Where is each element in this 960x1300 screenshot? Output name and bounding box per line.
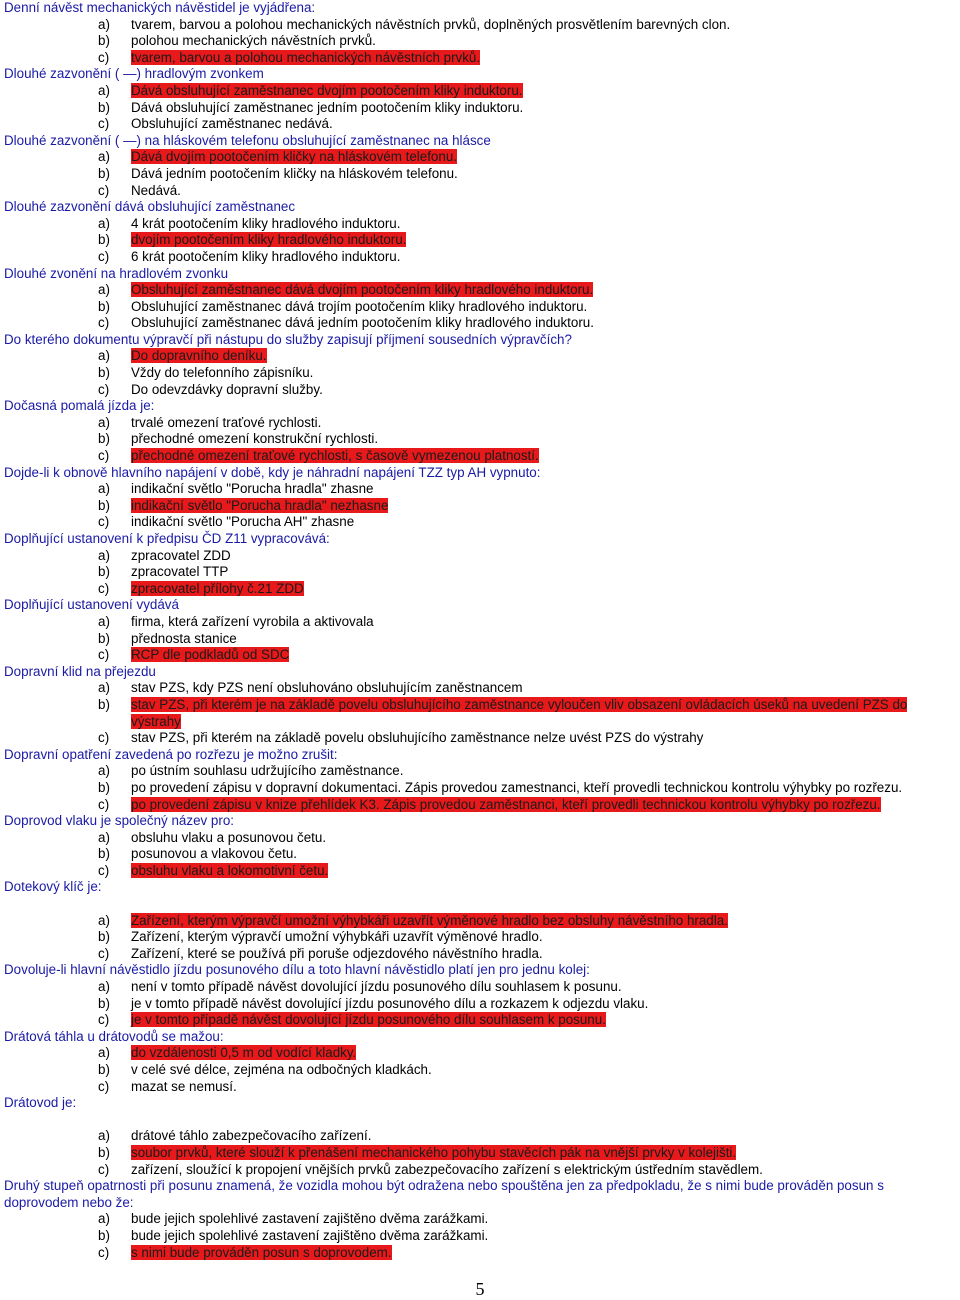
option-label: c) xyxy=(98,381,110,397)
answer-option xyxy=(4,647,958,664)
answer-option xyxy=(4,548,958,565)
option-label: c) xyxy=(98,116,110,132)
answer-text: trvalé omezení traťové rychlosti. xyxy=(131,414,322,430)
answer-option xyxy=(4,348,958,365)
answer-option xyxy=(4,481,958,498)
answer-option xyxy=(4,863,958,880)
answer-text: zpracovatel ZDD xyxy=(131,547,231,563)
answer-option xyxy=(4,697,958,730)
answer-text: indikační světlo "Porucha AH" zhasne xyxy=(131,514,355,530)
answer-text: Dává obsluhující zaměstnanec jedním pootočením kliky induktoru. xyxy=(131,99,524,115)
answer-option xyxy=(4,17,958,34)
option-label: a) xyxy=(98,414,110,430)
option-label: a) xyxy=(98,1211,110,1227)
answer-option xyxy=(4,614,958,631)
question-block xyxy=(4,531,958,597)
answer-option xyxy=(4,249,958,266)
correct-answer-text: soubor prvků, které slouží k přenášení mechanického pohybu stavěcích pák na vnější prvky v kolejišti. xyxy=(131,1144,737,1160)
answer-option xyxy=(4,797,958,814)
option-label: a) xyxy=(98,348,110,364)
question-text: Drátovod je: xyxy=(4,1095,77,1111)
option-label: b) xyxy=(98,929,110,945)
answer-text: 6 krát pootočením kliky hradlového induktoru. xyxy=(131,248,401,264)
question-text: Dlouhé zazvonění dává obsluhující zaměstnanec xyxy=(4,199,296,215)
correct-answer-text: po provedení zápisu v knize přehlídek K3. Zápis provedou zaměstnanci, kteří provedli technickou kontrolu výhybky po rozřezu. xyxy=(131,796,881,812)
answer-option xyxy=(4,216,958,233)
answer-text: mazat se nemusí. xyxy=(131,1078,237,1094)
option-label: c) xyxy=(98,580,110,596)
question-block xyxy=(4,664,958,747)
correct-answer-text: indikační světlo "Porucha hradla" nezhasne xyxy=(131,497,389,513)
correct-answer-text: s nimi bude prováděn posun s doprovodem. xyxy=(131,1244,392,1260)
question-text: Dlouhé zazvonění ( —) na hláskovém telefonu obsluhující zaměstnanec na hlásce xyxy=(4,132,491,148)
answer-text: přednosta stanice xyxy=(131,630,237,646)
answer-text: polohou mechanických návěstních prvků. xyxy=(131,33,376,49)
correct-answer-text: tvarem, barvou a polohou mechanických návěstních prvků. xyxy=(131,49,481,65)
answer-option xyxy=(4,1245,958,1262)
option-label: a) xyxy=(98,763,110,779)
answer-option xyxy=(4,979,958,996)
answer-text: Obsluhující zaměstnanec nedává. xyxy=(131,116,333,132)
question-block xyxy=(4,879,958,962)
correct-answer-text: RCP dle podkladů od SDC xyxy=(131,647,290,663)
answer-option xyxy=(4,1162,958,1179)
answer-text: je v tomto případě návěst dovolující jízdu posunového dílu a rozkazem k odjezdu vlaku. xyxy=(131,995,649,1011)
answer-option xyxy=(4,448,958,465)
answer-text: tvarem, barvou a polohou mechanických návěstních prvků, doplněných prosvětlením barevných clon. xyxy=(131,16,731,32)
answer-option xyxy=(4,1211,958,1228)
answer-option xyxy=(4,564,958,581)
spacer xyxy=(4,1112,958,1129)
option-label: c) xyxy=(98,647,110,663)
question-text: Druhý stupeň opatrnosti při posunu znamená, že vozidla mohou být odražena nebo spouštěna jen za předpokladu, že s nimi bude prováděn posun s doprovodem nebo že: xyxy=(4,1178,884,1210)
document-body xyxy=(4,0,958,1261)
correct-answer-text: Do dopravního deníku. xyxy=(131,348,267,364)
answer-text: 4 krát pootočením kliky hradlového induktoru. xyxy=(131,215,401,231)
answer-option xyxy=(4,830,958,847)
answer-option xyxy=(4,996,958,1013)
option-label: b) xyxy=(98,33,110,49)
option-label: b) xyxy=(98,696,110,712)
answer-text: bude jejich spolehlivé zastavení zajištěno dvěma zarážkami. xyxy=(131,1211,489,1227)
option-label: c) xyxy=(98,862,110,878)
answer-option xyxy=(4,83,958,100)
answer-option xyxy=(4,50,958,67)
answer-option xyxy=(4,631,958,648)
option-label: b) xyxy=(98,365,110,381)
question-text: Dopravní opatření zavedená po rozřezu je možno zrušit: xyxy=(4,746,338,762)
answer-option xyxy=(4,780,958,797)
option-label: c) xyxy=(98,945,110,961)
question-text: Dotekový klíč je: xyxy=(4,879,102,895)
answer-option xyxy=(4,166,958,183)
page-number: 5 xyxy=(475,1279,485,1299)
option-label: c) xyxy=(98,730,110,746)
question-block xyxy=(4,962,958,1028)
answer-text: bude jejich spolehlivé zastavení zajištěno dvěma zarážkami. xyxy=(131,1227,489,1243)
option-label: a) xyxy=(98,613,110,629)
answer-text: není v tomto případě návěst dovolující jízdu posunového dílu souhlasem k posunu. xyxy=(131,979,622,995)
answer-text: přechodné omezení konstrukční rychlosti. xyxy=(131,431,379,447)
question-block xyxy=(4,465,958,531)
option-label: c) xyxy=(98,1012,110,1028)
question-block xyxy=(4,813,958,879)
question-text: Do kterého dokumentu výpravčí při nástupu do služby zapisují příjmení sousedních výpravčích? xyxy=(4,331,572,347)
option-label: a) xyxy=(98,1128,110,1144)
question-block xyxy=(4,1178,958,1261)
option-label: c) xyxy=(98,796,110,812)
correct-answer-text: Obsluhující zaměstnanec dává dvojím pootočením kliky hradlového induktoru. xyxy=(131,282,594,298)
question-text: Dopravní klid na přejezdu xyxy=(4,663,156,679)
answer-option xyxy=(4,382,958,399)
option-label: b) xyxy=(98,1062,110,1077)
answer-option xyxy=(4,149,958,166)
answer-option xyxy=(4,763,958,780)
option-label: a) xyxy=(98,149,110,165)
option-label: b) xyxy=(98,630,110,646)
answer-option xyxy=(4,1079,958,1096)
answer-option xyxy=(4,116,958,133)
answer-option xyxy=(4,929,958,946)
option-label: b) xyxy=(98,298,110,314)
option-label: a) xyxy=(98,829,110,845)
option-label: b) xyxy=(98,1227,110,1243)
answer-option xyxy=(4,315,958,332)
option-label: a) xyxy=(98,481,110,497)
question-text: Dojde-li k obnově hlavního napájení v době, kdy je náhradní napájení TZZ typ AH vypnuto: xyxy=(4,464,541,480)
correct-answer-text: do vzdálenosti 0,5 m od vodící kladky. xyxy=(131,1045,357,1061)
answer-text: posunovou a vlakovou četu. xyxy=(131,846,298,862)
question-text: Dlouhé zvonění na hradlovém zvonku xyxy=(4,265,229,281)
question-block xyxy=(4,747,958,813)
question-text: Dočasná pomalá jízda je: xyxy=(4,398,155,414)
answer-option xyxy=(4,946,958,963)
option-label: b) xyxy=(98,564,110,580)
option-label: a) xyxy=(98,16,110,32)
question-text: Denní návěst mechanických návěstidel je vyjádřena: xyxy=(4,0,316,15)
question-text: Doplňující ustanovení vydává xyxy=(4,597,179,613)
question-block xyxy=(4,332,958,398)
answer-text: zpracovatel TTP xyxy=(131,564,229,580)
answer-option xyxy=(4,1145,958,1162)
option-label: c) xyxy=(98,1161,110,1177)
answer-text: drátové táhlo zabezpečovacího zařízení. xyxy=(131,1128,372,1144)
option-label: a) xyxy=(98,215,110,231)
question-block xyxy=(4,0,958,66)
option-label: a) xyxy=(98,680,110,696)
answer-option xyxy=(4,365,958,382)
correct-answer-text: je v tomto případě návěst dovolující jízdu posunového dílu souhlasem k posunu. xyxy=(131,1012,606,1028)
answer-text: stav PZS, kdy PZS není obsluhováno obsluhujícím zaněstnancem xyxy=(131,680,523,696)
question-text: Drátová táhla u drátovodů se mažou: xyxy=(4,1028,224,1044)
answer-text: Dává jedním pootočením kličky na hláskovém telefonu. xyxy=(131,165,458,181)
option-label: c) xyxy=(98,49,110,65)
option-label: c) xyxy=(98,1078,110,1094)
option-label: a) xyxy=(98,82,110,98)
option-label: b) xyxy=(98,779,110,795)
option-label: a) xyxy=(98,979,110,995)
answer-text: po provedení zápisu v dopravní dokumentaci. Zápis provedou zamestnanci, kteří provedli technickou kontrolu výhybky po rozřezu. xyxy=(131,779,903,795)
correct-answer-text: Dává obsluhující zaměstnanec dvojím pootočením kliky induktoru. xyxy=(131,82,523,98)
answer-option xyxy=(4,514,958,531)
question-text: Dovoluje-li hlavní návěstidlo jízdu posunového dílu a toto hlavní návěstidlo platí jen pro jednu kolej: xyxy=(4,962,590,978)
answer-option xyxy=(4,33,958,50)
answer-option xyxy=(4,415,958,432)
option-label: a) xyxy=(98,547,110,563)
option-label: c) xyxy=(98,248,110,264)
correct-answer-text: stav PZS, při kterém je na základě povelu obsluhujícího zaměstnance vyloučen vliv obsazení ovládacích úseků na uvedení PZS do výstrahy xyxy=(131,696,908,729)
answer-text: Vždy do telefonního zápisníku. xyxy=(131,365,314,381)
option-label: c) xyxy=(98,315,110,331)
answer-option xyxy=(4,183,958,200)
correct-answer-text: dvojím pootočením kliky hradlového induktoru. xyxy=(131,232,407,248)
answer-text: obsluhu vlaku a posunovou četu. xyxy=(131,829,327,845)
option-label: b) xyxy=(98,1144,110,1160)
question-text: Doplňující ustanovení k předpisu ČD Z11 vypracovává: xyxy=(4,531,330,546)
answer-option xyxy=(4,282,958,299)
answer-text: Nedává. xyxy=(131,182,181,198)
option-label: b) xyxy=(98,846,110,862)
option-label: a) xyxy=(98,912,110,928)
answer-text: Zařízení, kterým výpravčí umožní výhybkáři uzavřít výměnové hradlo. xyxy=(131,929,543,945)
answer-option xyxy=(4,1062,958,1079)
question-block xyxy=(4,266,958,332)
correct-answer-text: zpracovatel přílohy č.21 ZDD xyxy=(131,580,304,596)
answer-text: Obsluhující zaměstnanec dává jedním pootočením kliky hradlového induktoru. xyxy=(131,315,594,331)
question-block xyxy=(4,1029,958,1095)
answer-option xyxy=(4,846,958,863)
question-block xyxy=(4,66,958,132)
option-label: a) xyxy=(98,1045,110,1061)
answer-option xyxy=(4,680,958,697)
answer-option xyxy=(4,1012,958,1029)
option-label: c) xyxy=(98,182,110,198)
question-block xyxy=(4,597,958,663)
option-label: b) xyxy=(98,99,110,115)
question-block xyxy=(4,398,958,464)
answer-text: Obsluhující zaměstnanec dává trojím pootočením kliky hradlového induktoru. xyxy=(131,298,588,314)
answer-text: indikační světlo "Porucha hradla" zhasne xyxy=(131,481,374,497)
answer-text: po ústním souhlasu udržujícího zaměstnance. xyxy=(131,763,404,779)
correct-answer-text: Zařízení, kterým výpravčí umožní výhybkáři uzavřít výměnové hradlo bez obsluhy návěstního hradla. xyxy=(131,912,728,928)
question-block xyxy=(4,199,958,265)
answer-text: zařízení, sloužící k propojení vnějších prvků zabezpečovacího zařízení s elektrickým ústředním stavědlem. xyxy=(131,1161,763,1177)
question-text: Dlouhé zazvonění ( —) hradlovým zvonkem xyxy=(4,66,264,82)
option-label: c) xyxy=(98,1244,110,1260)
correct-answer-text: Dává dvojím pootočením kličky na hláskovém telefonu. xyxy=(131,149,457,165)
answer-text: firma, která zařízení vyrobila a aktivovala xyxy=(131,613,374,629)
option-label: b) xyxy=(98,995,110,1011)
answer-text: stav PZS, při kterém na základě povelu obsluhujícího zaměstnance nelze uvést PZS do výstrahy xyxy=(131,730,704,746)
answer-text: v celé své délce, zejména na odbočných kladkách. xyxy=(131,1062,432,1077)
option-label: c) xyxy=(98,514,110,530)
correct-answer-text: přechodné omezení traťové rychlosti, s časově vymezenou platností. xyxy=(131,448,539,464)
answer-text: Do odevzdávky dopravní služby. xyxy=(131,381,323,397)
answer-option xyxy=(4,1045,958,1062)
correct-answer-text: obsluhu vlaku a lokomotivní četu. xyxy=(131,862,329,878)
answer-option xyxy=(4,730,958,747)
question-block xyxy=(4,1095,958,1178)
answer-text: Zařízení, které se používá při poruše odjezdového návěstního hradla. xyxy=(131,945,543,961)
answer-option xyxy=(4,581,958,598)
option-label: a) xyxy=(98,282,110,298)
answer-option xyxy=(4,498,958,515)
question-block xyxy=(4,133,958,199)
option-label: b) xyxy=(98,497,110,513)
answer-option xyxy=(4,232,958,249)
answer-option xyxy=(4,431,958,448)
option-label: b) xyxy=(98,165,110,181)
question-text: Doprovod vlaku je společný název pro: xyxy=(4,813,235,829)
answer-option xyxy=(4,299,958,316)
spacer xyxy=(4,896,958,913)
answer-option xyxy=(4,1128,958,1145)
option-label: c) xyxy=(98,448,110,464)
answer-option xyxy=(4,1228,958,1245)
answer-option xyxy=(4,913,958,930)
option-label: b) xyxy=(98,431,110,447)
answer-option xyxy=(4,100,958,117)
option-label: b) xyxy=(98,232,110,248)
